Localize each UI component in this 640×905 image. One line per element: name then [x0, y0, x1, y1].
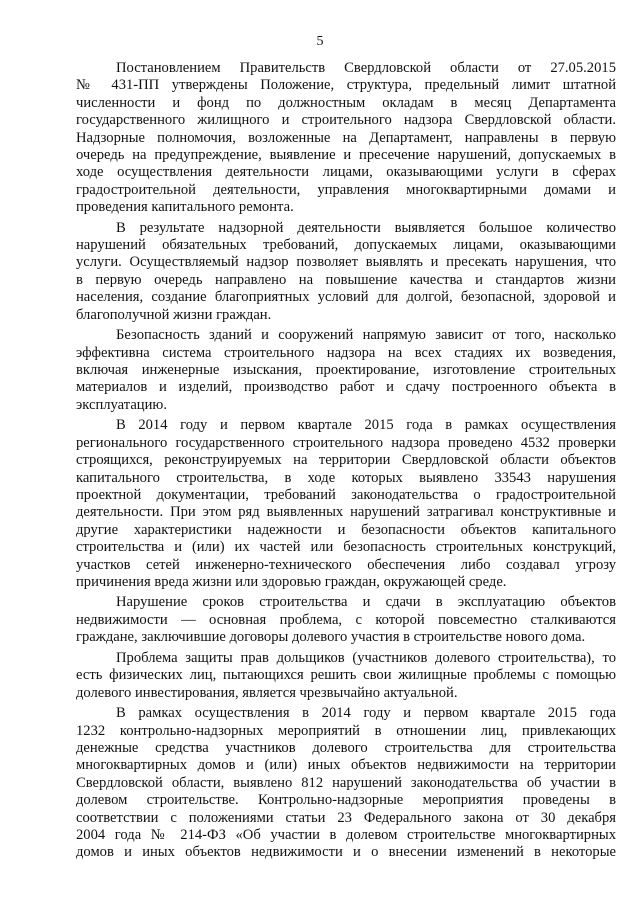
paragraph — [76, 650, 616, 702]
text-line: ходе осуществления деятельности лицами, оказывающими услуги в сферах — [76, 164, 616, 181]
text-line: В рамках осуществления в 2014 году и первом квартале 2015 года — [116, 705, 616, 722]
text-line: причинения вреда жизни или здоровью граждан, окружающей среде. — [76, 573, 507, 590]
text-line: строящихся, реконструируемых на территории Свердловской области объектов — [76, 452, 616, 469]
text-line: 2004 года № 214-ФЗ «Об участии в долевом строительстве многоквартирных — [76, 826, 616, 843]
text-line: Постановлением Правительств Свердловской области от 27.05.2015 — [116, 60, 616, 76]
paragraph — [76, 705, 616, 862]
text-line: материалов и изделий, производство работ и сдачу построенного объекта в — [76, 379, 616, 396]
text-line: регионального государственного строительного надзора проведено 4532 проверки — [76, 434, 616, 451]
text-line: Нарушение сроков строительства и сдачи в эксплуатацию объектов — [116, 594, 616, 611]
text-line: домов и иных объектов недвижимости и о внесении изменений в некоторые — [76, 844, 616, 861]
text-line: соответствии с положениями статьи 23 Федерального закона от 30 декабря — [76, 809, 616, 826]
text-line: Надзорные полномочия, возложенные на Департамент, направлены в первую — [76, 129, 616, 146]
paragraph — [76, 220, 616, 324]
text-line: строительства и (или) их частей или безопасность строительных конструкций, — [76, 539, 616, 556]
text-line: Проблема защиты прав дольщиков (участников долевого строительства), то — [116, 649, 616, 666]
text-line: В результате надзорной деятельности выявляется большое количество — [116, 219, 616, 236]
text-line: есть физических лиц, пытающихся решить свои жилищные проблемы с помощью — [76, 667, 616, 684]
text-line: градостроительной деятельности, управления многоквартирными домами и — [76, 181, 616, 198]
paragraph — [76, 327, 616, 414]
text-line: долевого инвестирования, является чрезвычайно актуальной. — [76, 684, 458, 701]
text-line: № 431-ПП утверждены Положение, структура, предельный лимит штатной — [76, 77, 616, 94]
text-line: эксплуатацию. — [76, 396, 167, 413]
text-line: очередь на предупреждение, выявление и пресечение нарушений, допускаемых в — [76, 146, 616, 163]
text-line: граждане, заключившие договоры долевого участия в строительстве нового дома. — [76, 629, 586, 646]
paragraph — [76, 417, 616, 591]
text-line: проектной документации, требований законодательства о градостроительной — [76, 486, 616, 503]
text-line: включая инженерные изыскания, проектирование, изготовление строительных — [76, 362, 616, 379]
text-line: денежные средства участников долевого строительства для строительства — [76, 739, 616, 756]
text-line: в первую очередь направлено на повышение качества и стандартов жизни — [76, 271, 616, 288]
text-line: участков сетей инженерно-технического обеспечения либо создавал угрозу — [76, 556, 616, 573]
text-line: недвижимости — основная проблема, с которой повсеместно сталкиваются — [76, 611, 616, 628]
text-line: численности и фонд по должностным окладам в месяц Департамента — [76, 94, 616, 111]
paragraph — [76, 594, 616, 646]
text-line: 1232 контрольно-надзорных мероприятий в отношении лиц, привлекающих — [76, 722, 616, 739]
paragraph — [76, 60, 616, 217]
text-line: проведения капитального ремонта. — [76, 199, 294, 216]
text-line: эффективна система строительного надзора на всех стадиях их возведения, — [76, 344, 616, 361]
text-line: другие характеристики надежности и безопасности объектов капитального — [76, 521, 616, 538]
text-line: В 2014 году и первом квартале 2015 года в рамках осуществления — [116, 417, 616, 434]
text-line: долевом строительстве. Контрольно-надзорные мероприятия проведены в — [76, 792, 616, 809]
text-line: Свердловской области, выявлено 812 нарушений законодательства об участии в — [76, 774, 616, 791]
text-line: населения, создание благоприятных условий для долгой, безопасной, здоровой и — [76, 289, 616, 306]
text-line: капитального строительства, в ходе которых выявлено 33543 нарушения — [76, 469, 616, 486]
text-line: Безопасность зданий и сооружений напрямую зависит от того, насколько — [116, 327, 616, 344]
page-number: 5 — [316, 34, 324, 49]
document-body — [76, 60, 616, 862]
text-line: деятельности. При этом ряд выявленных нарушений затрагивал конструктивные и — [76, 504, 616, 521]
text-line: благополучной жизни граждан. — [76, 306, 272, 323]
text-line: многоквартирных домов и (или) иных объектов недвижимости на территории — [76, 757, 616, 774]
text-line: нарушений обязательных требований, допускаемых лицами, оказывающими — [76, 237, 616, 254]
text-line: услуги. Осуществляемый надзор позволяет выявлять и пресекать нарушения, что — [76, 254, 616, 271]
text-line: государственного жилищного и строительного надзора Свердловской области. — [76, 112, 616, 129]
